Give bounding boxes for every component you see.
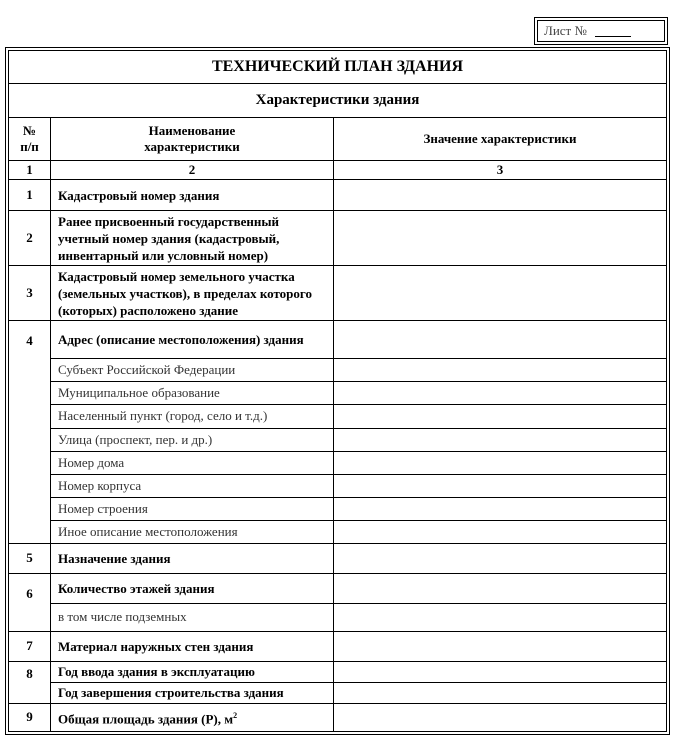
sheet-number-box xyxy=(534,17,668,45)
column-index-2: 2 xyxy=(51,161,334,180)
row-sublabel: в том числе подземных xyxy=(51,603,334,631)
unit-superscript: 2 xyxy=(233,711,238,721)
address-subitem: Населенный пункт (город, село и т.д.) xyxy=(51,405,334,428)
row-number: 3 xyxy=(9,266,51,321)
row-label: Кадастровый номер здания xyxy=(51,180,334,211)
row-label: Адрес (описание местоположения) здания xyxy=(51,321,334,359)
header-num xyxy=(9,118,51,161)
value-cell-other-location[interactable] xyxy=(334,520,667,543)
value-cell-address[interactable] xyxy=(334,321,667,359)
value-cell-wall-material[interactable] xyxy=(334,631,667,661)
row-label xyxy=(51,703,334,731)
row-label: Ранее присвоенный государственный учетный номер здания (кадастровый, инвентарный или условный номер) xyxy=(51,211,334,266)
address-subitem: Номер корпуса xyxy=(51,474,334,497)
header-value: Значение характеристики xyxy=(334,118,667,161)
table-row xyxy=(9,428,667,451)
table-row xyxy=(9,321,667,359)
table-row xyxy=(9,682,667,703)
row-label: Год ввода здания в эксплуатацию xyxy=(51,661,334,682)
header-num-line2: п/п xyxy=(20,139,39,155)
row-number: 9 xyxy=(9,703,51,731)
row-number: 8 xyxy=(9,661,51,703)
row-number: 7 xyxy=(9,631,51,661)
table-row xyxy=(9,631,667,661)
table-row xyxy=(9,543,667,573)
value-cell-completion-year[interactable] xyxy=(334,682,667,703)
subtitle-row xyxy=(9,84,667,118)
value-cell-cadastral-number[interactable] xyxy=(334,180,667,211)
table-row xyxy=(9,703,667,731)
address-subitem: Субъект Российской Федерации xyxy=(51,359,334,382)
value-cell-land-plot-number[interactable] xyxy=(334,266,667,321)
total-area-label: Общая площадь здания (P), м xyxy=(58,711,234,727)
row-number: 5 xyxy=(9,543,51,573)
table-row xyxy=(9,211,667,266)
table-row xyxy=(9,180,667,211)
table-row xyxy=(9,603,667,631)
sheet-number-inner xyxy=(537,20,665,42)
row-label: Количество этажей здания xyxy=(51,573,334,603)
page-title: ТЕХНИЧЕСКИЙ ПЛАН ЗДАНИЯ xyxy=(9,51,667,84)
row-number: 4 xyxy=(9,321,51,543)
header-name xyxy=(51,118,334,161)
address-subitem: Муниципальное образование xyxy=(51,382,334,405)
sheet-label: Лист № xyxy=(544,23,587,38)
header-num-line1: № xyxy=(22,123,37,139)
row-number: 6 xyxy=(9,573,51,631)
value-cell-region[interactable] xyxy=(334,359,667,382)
value-cell-floors[interactable] xyxy=(334,573,667,603)
value-cell-underground-floors[interactable] xyxy=(334,603,667,631)
row-label: Назначение здания xyxy=(51,543,334,573)
value-cell-total-area[interactable] xyxy=(334,703,667,731)
sheet-number-field[interactable] xyxy=(595,25,631,37)
address-subitem: Номер дома xyxy=(51,451,334,474)
title-row xyxy=(9,51,667,84)
row-number: 1 xyxy=(9,180,51,211)
table-row xyxy=(9,405,667,428)
table-row xyxy=(9,382,667,405)
row-number: 2 xyxy=(9,211,51,266)
value-cell-structure-number[interactable] xyxy=(334,497,667,520)
page-subtitle: Характеристики здания xyxy=(9,84,667,118)
header-name-line2: характеристики xyxy=(144,139,240,155)
table-row xyxy=(9,497,667,520)
table-row xyxy=(9,520,667,543)
value-cell-commissioning-year[interactable] xyxy=(334,661,667,682)
column-index-1: 1 xyxy=(9,161,51,180)
header-name-line1: Наименование xyxy=(148,123,236,139)
table-row xyxy=(9,474,667,497)
building-characteristics-table xyxy=(8,50,667,732)
row-label: Год завершения строительства здания xyxy=(51,682,334,703)
address-subitem: Улица (проспект, пер. и др.) xyxy=(51,428,334,451)
value-cell-street[interactable] xyxy=(334,428,667,451)
value-cell-locality[interactable] xyxy=(334,405,667,428)
row-label: Кадастровый номер земельного участка (земельных участков), в пределах которого (которых) расположено здание xyxy=(51,266,334,321)
table-row xyxy=(9,573,667,603)
header-row xyxy=(9,118,667,161)
address-subitem: Номер строения xyxy=(51,497,334,520)
value-cell-purpose[interactable] xyxy=(334,543,667,573)
column-index-3: 3 xyxy=(334,161,667,180)
address-subitem: Иное описание местоположения xyxy=(51,520,334,543)
column-index-row xyxy=(9,161,667,180)
value-cell-municipality[interactable] xyxy=(334,382,667,405)
value-cell-house-number[interactable] xyxy=(334,451,667,474)
technical-plan-form xyxy=(5,47,670,735)
row-label: Материал наружных стен здания xyxy=(51,631,334,661)
table-row xyxy=(9,266,667,321)
table-row xyxy=(9,661,667,682)
value-cell-building-block[interactable] xyxy=(334,474,667,497)
table-row xyxy=(9,359,667,382)
table-row xyxy=(9,451,667,474)
value-cell-previous-number[interactable] xyxy=(334,211,667,266)
